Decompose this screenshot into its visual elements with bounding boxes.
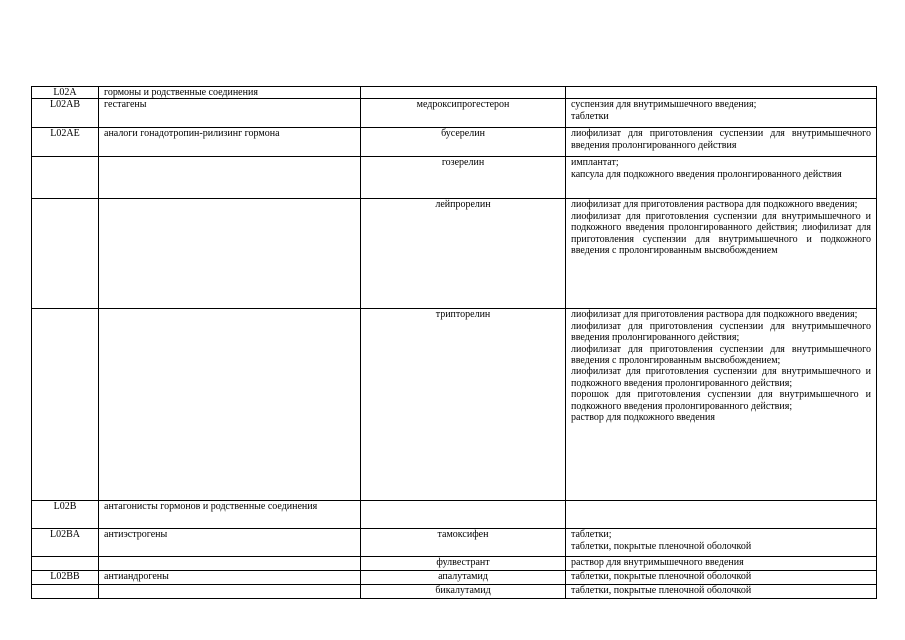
dosage-forms-cell <box>566 128 877 157</box>
atc-code-cell <box>32 585 99 599</box>
group-cell <box>99 585 361 599</box>
atc-code-cell: L02BB <box>32 571 99 585</box>
table-row <box>32 501 877 529</box>
table-row <box>32 157 877 199</box>
table-row <box>32 199 877 309</box>
dosage-form: суспензия для внутримышечного введения; <box>571 99 757 111</box>
group-cell: гестагены <box>99 99 361 128</box>
drug-name-cell: медроксипрогестерон <box>361 99 566 128</box>
drug-name-cell: лейпрорелин <box>361 199 566 309</box>
atc-code-cell: L02AB <box>32 99 99 128</box>
table-row <box>32 128 877 157</box>
table-row <box>32 571 877 585</box>
drug-classification-table <box>31 86 877 599</box>
dosage-form: порошок для приготовления суспензии для внутримышечного и подкожного введения пролонгированного действия; <box>571 389 871 412</box>
dosage-form: лиофилизат для приготовления суспензии для внутримышечного введения с пролонгированным высвобождением; <box>571 343 871 367</box>
group-cell: антиандрогены <box>99 571 361 585</box>
group-cell: антиэстрогены <box>99 529 361 557</box>
atc-code-cell <box>32 199 99 309</box>
dosage-forms-cell <box>566 309 877 501</box>
table-row <box>32 99 877 128</box>
dosage-form: лиофилизат для приготовления суспензии для внутримышечного и подкожного введения пролонгированного действия; <box>571 366 871 389</box>
dosage-forms-cell <box>566 571 877 585</box>
atc-code-cell <box>32 309 99 501</box>
atc-code-cell <box>32 557 99 571</box>
group-cell: аналоги гонадотропин-рилизинг гормона <box>99 128 361 157</box>
table-row <box>32 529 877 557</box>
dosage-form: лиофилизат для приготовления раствора для подкожного введения; <box>571 199 858 211</box>
group-cell <box>99 309 361 501</box>
dosage-forms-cell <box>566 199 877 309</box>
dosage-form: раствор для подкожного введения <box>571 412 715 424</box>
drug-name-cell: бикалутамид <box>361 585 566 599</box>
table-row <box>32 87 877 99</box>
dosage-form: лиофилизат для приготовления суспензии для внутримышечного введения пролонгированного действия <box>571 128 871 151</box>
dosage-forms-cell <box>566 529 877 557</box>
dosage-form: таблетки, покрытые пленочной оболочкой <box>571 585 752 597</box>
drug-name-cell: тамоксифен <box>361 529 566 557</box>
dosage-form: лиофилизат для приготовления суспензии для внутримышечного и подкожного введения пролонгированного действия; лиофилизат для приготовления суспензии для внутримышечного и подкожного введения с пролонгированным высвобождением <box>571 210 871 257</box>
dosage-form: имплантат; <box>571 157 619 169</box>
dosage-forms-cell <box>566 501 877 529</box>
atc-code-cell: L02AE <box>32 128 99 157</box>
group-cell <box>99 557 361 571</box>
atc-code-cell <box>32 157 99 199</box>
atc-code-cell: L02A <box>32 87 99 99</box>
table-row <box>32 309 877 501</box>
dosage-form: таблетки, покрытые пленочной оболочкой <box>571 540 752 552</box>
drug-name-cell <box>361 501 566 529</box>
drug-name-cell: бусерелин <box>361 128 566 157</box>
dosage-form: лиофилизат для приготовления раствора для подкожного введения; <box>571 309 858 321</box>
dosage-forms-cell <box>566 585 877 599</box>
drug-name-cell <box>361 87 566 99</box>
atc-code-cell: L02B <box>32 501 99 529</box>
group-cell: антагонисты гормонов и родственные соединения <box>99 501 361 529</box>
dosage-form: таблетки <box>571 110 609 122</box>
drug-name-cell: трипторелин <box>361 309 566 501</box>
dosage-forms-cell <box>566 157 877 199</box>
drug-name-cell: апалутамид <box>361 571 566 585</box>
group-cell: гормоны и родственные соединения <box>99 87 361 99</box>
dosage-form: капсула для подкожного введения пролонгированного действия <box>571 168 842 180</box>
drug-name-cell: гозерелин <box>361 157 566 199</box>
dosage-forms-cell <box>566 557 877 571</box>
table-body <box>32 87 877 599</box>
dosage-form: таблетки; <box>571 529 612 541</box>
drug-name-cell: фулвестрант <box>361 557 566 571</box>
dosage-form: таблетки, покрытые пленочной оболочкой <box>571 571 752 583</box>
atc-code-cell: L02BA <box>32 529 99 557</box>
dosage-form: раствор для внутримышечного введения <box>571 557 744 569</box>
dosage-forms-cell <box>566 99 877 128</box>
table-row <box>32 585 877 599</box>
dosage-form: лиофилизат для приготовления суспензии для внутримышечного введения пролонгированного действия; <box>571 320 871 344</box>
table-row <box>32 557 877 571</box>
group-cell <box>99 157 361 199</box>
dosage-forms-cell <box>566 87 877 99</box>
group-cell <box>99 199 361 309</box>
